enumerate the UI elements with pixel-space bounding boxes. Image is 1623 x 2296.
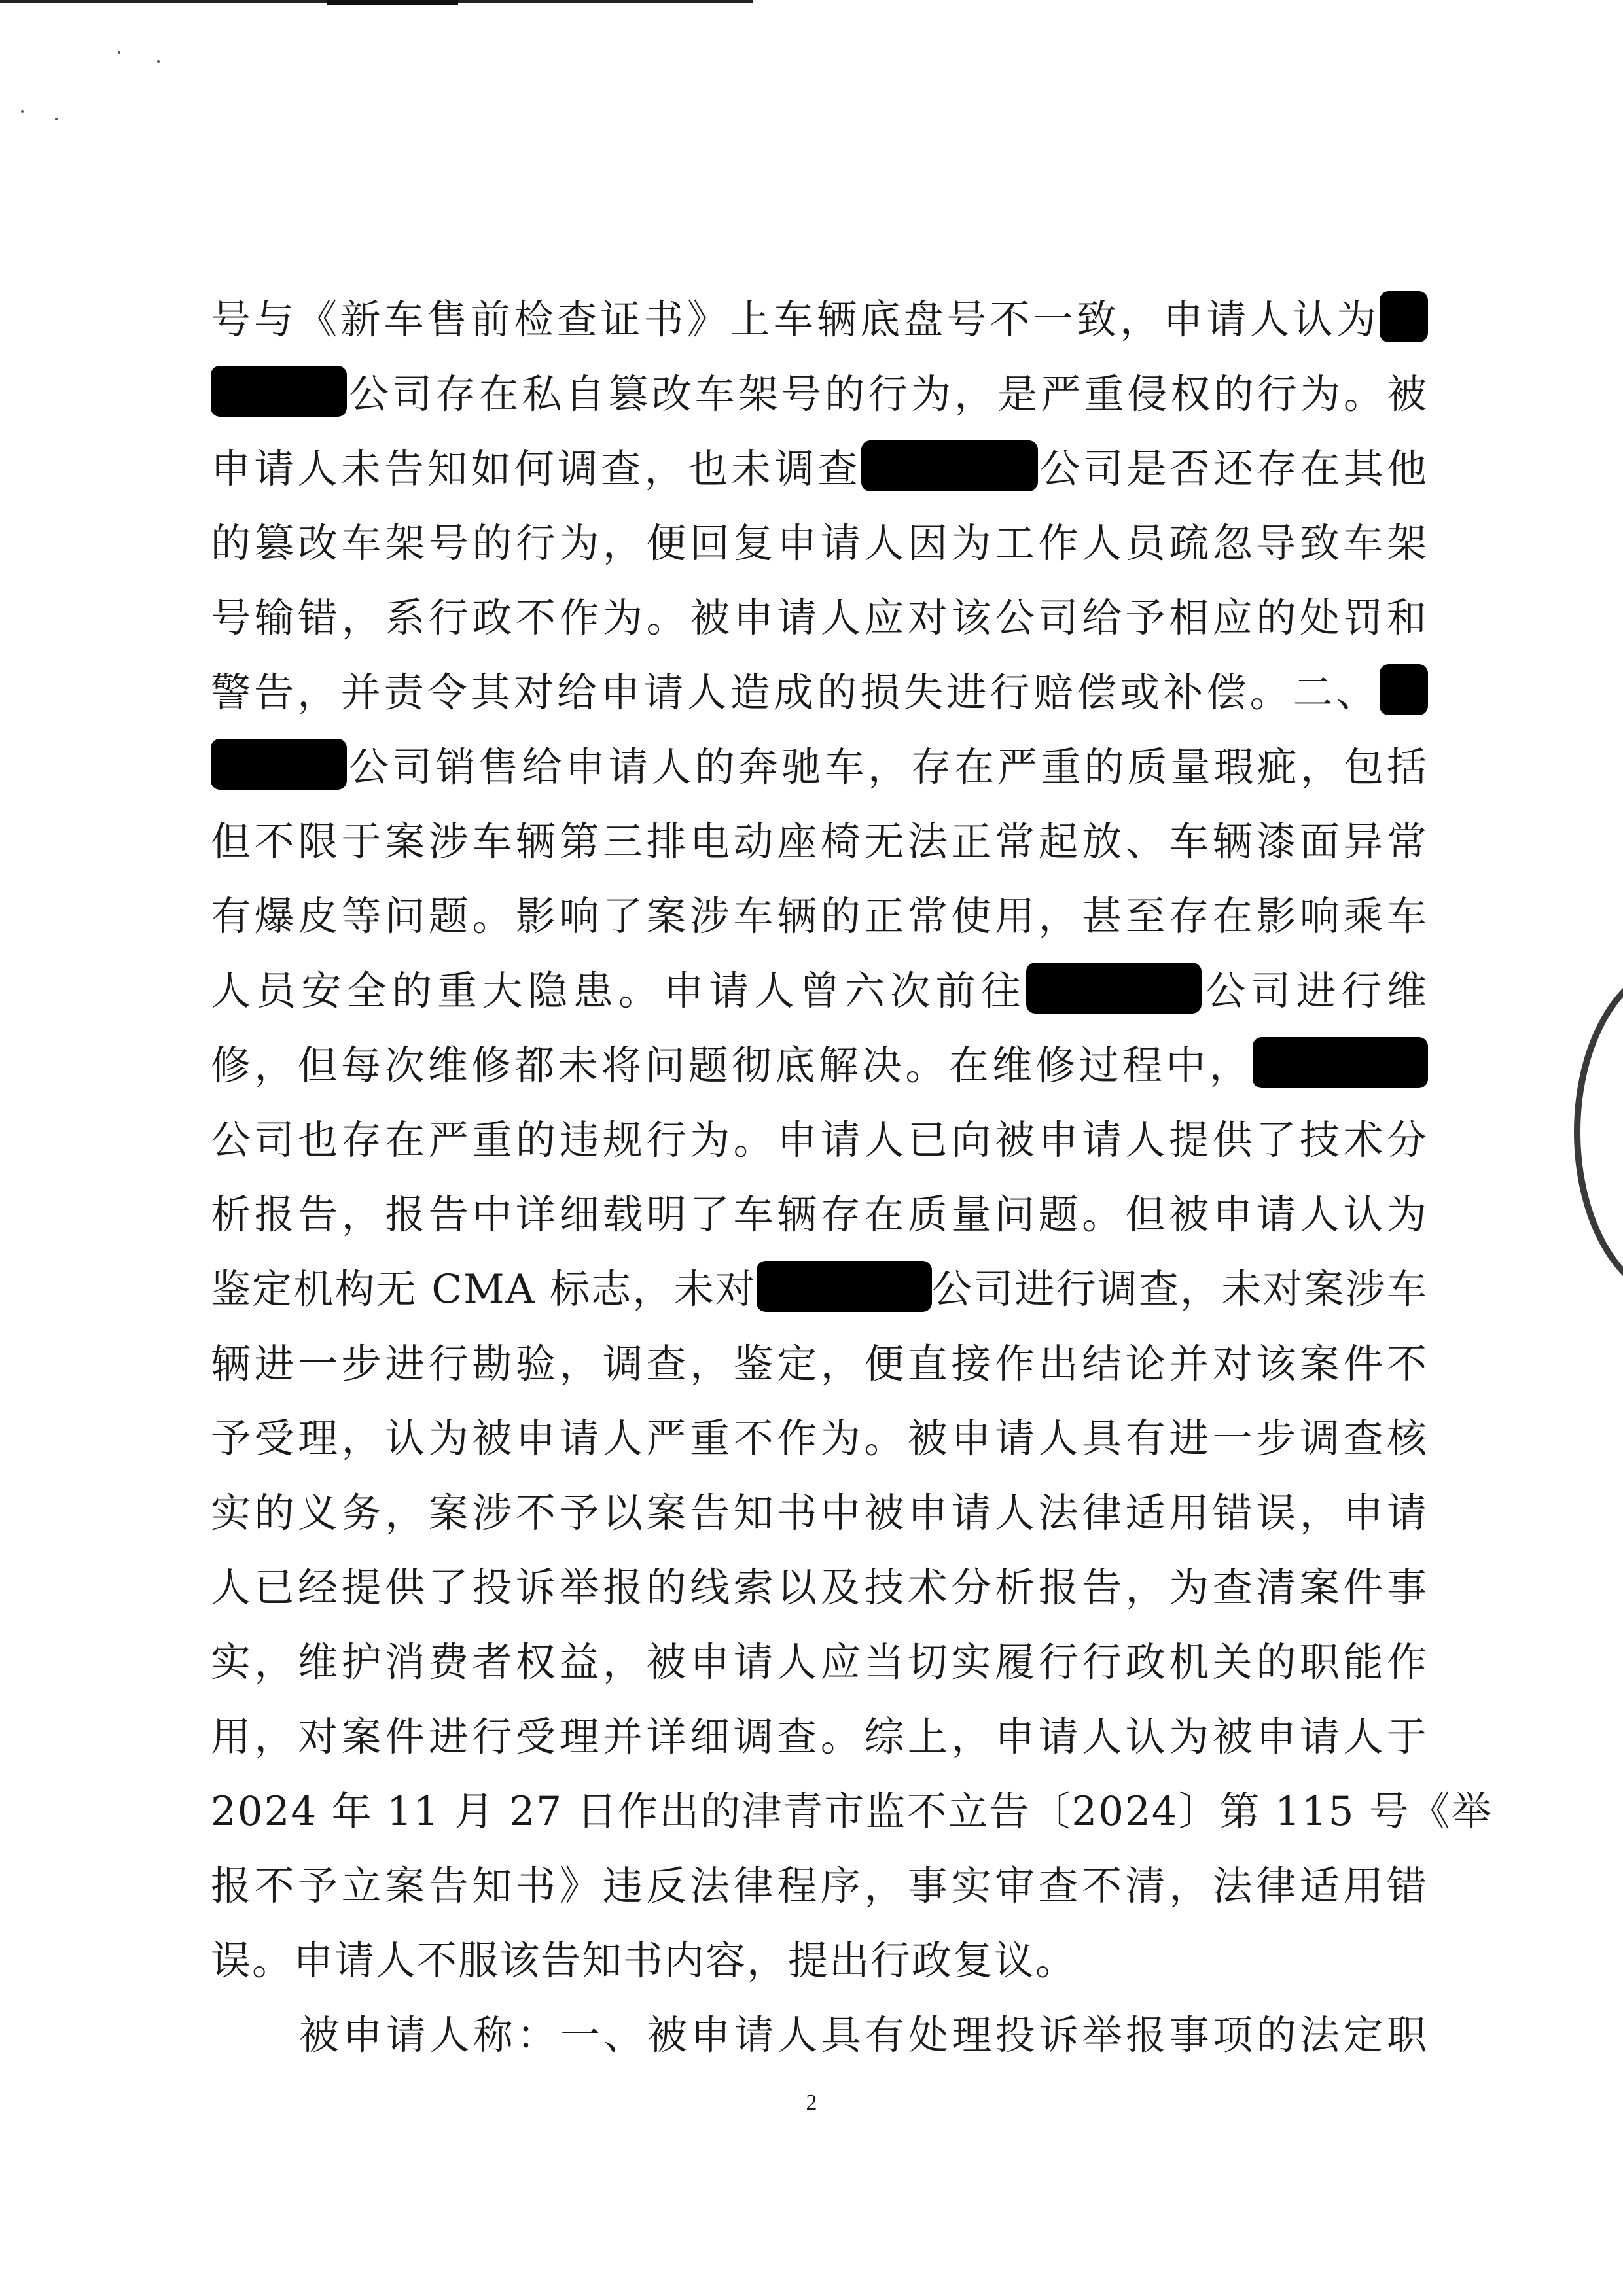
text-line	[211, 1775, 1493, 1849]
document-body	[211, 283, 1493, 2073]
text-line	[211, 1402, 1428, 1476]
redaction-block	[1253, 1037, 1428, 1088]
redaction-block	[1026, 963, 1202, 1014]
redaction-block	[861, 440, 1038, 491]
line-text: 号输错，系行政不作为。被申请人应对该公司给予相应的处罚和	[211, 595, 1428, 641]
text-line	[211, 1924, 1428, 1998]
text-line	[211, 1029, 1428, 1103]
redaction-block	[757, 1261, 932, 1312]
scan-speck	[55, 118, 58, 120]
text-line	[211, 581, 1428, 656]
text-line	[211, 1700, 1428, 1775]
text-line	[211, 1998, 1428, 2073]
text-line	[211, 1178, 1428, 1252]
scan-speck	[21, 110, 24, 113]
redaction-block	[211, 366, 347, 417]
line-text: 公司也存在严重的违规行为。申请人已向被申请人提供了技术分	[211, 1117, 1428, 1163]
text-line	[211, 954, 1428, 1029]
line-text: 公司进行维	[1201, 968, 1428, 1014]
line-text: 警告，并责令其对给申请人造成的损失进行赔偿或补偿。二、	[211, 669, 1380, 716]
line-text: 的篡改车架号的行为，便回复申请人因为工作人员疏忽导致车架	[211, 520, 1428, 567]
text-line	[211, 1551, 1428, 1625]
line-text: 2024 年 11 月 27 日作出的津青市监不立告〔2024〕第 115 号《举	[211, 1788, 1493, 1835]
top-edge-mark	[327, 0, 458, 5]
line-text: 号与《新车售前检查证书》上车辆底盘号不一致，申请人认为	[211, 296, 1380, 343]
line-text: 公司存在私自篡改车架号的行为，是严重侵权的行为。被	[347, 371, 1428, 417]
line-text: 公司销售给申请人的奔驰车，存在严重的质量瑕疵，包括	[347, 744, 1428, 790]
text-line	[211, 730, 1428, 805]
line-text: 人已经提供了投诉举报的线索以及技术分析报告，为查清案件事	[211, 1564, 1428, 1611]
text-line	[211, 1252, 1428, 1327]
text-line	[211, 1625, 1428, 1700]
text-line	[211, 432, 1428, 506]
line-text: 人员安全的重大隐患。申请人曾六次前往	[211, 968, 1026, 1014]
scan-speck	[157, 60, 160, 63]
scan-speck	[118, 51, 120, 54]
line-text: 予受理，认为被申请人严重不作为。被申请人具有进一步调查核	[211, 1415, 1428, 1462]
line-text: 辆进一步进行勘验，调查，鉴定，便直接作出结论并对该案件不	[211, 1341, 1428, 1387]
line-text: 但不限于案涉车辆第三排电动座椅无法正常起放、车辆漆面异常	[211, 819, 1428, 865]
line-text: 公司是否还存在其他	[1037, 446, 1428, 492]
text-line	[211, 283, 1428, 357]
line-text: 修，但每次维修都未将问题彻底解决。在维修过程中，	[211, 1042, 1253, 1089]
line-text: 被申请人称：一、被申请人具有处理投诉举报事项的法定职	[299, 2012, 1428, 2058]
redaction-block	[1380, 291, 1428, 342]
official-seal-stamp	[1574, 962, 1623, 1302]
redaction-block	[1380, 664, 1428, 715]
text-line	[211, 656, 1428, 730]
line-text: 误。申请人不服该告知书内容，提出行政复议。	[211, 1937, 1077, 1984]
line-text: 有爆皮等问题。影响了案涉车辆的正常使用，甚至存在影响乘车	[211, 893, 1428, 940]
redaction-block	[211, 739, 347, 790]
text-line	[211, 879, 1428, 954]
line-text: 报不予立案告知书》违反法律程序，事实审查不清，法律适用错	[211, 1863, 1428, 1909]
text-line	[211, 1476, 1428, 1551]
text-line	[211, 1103, 1428, 1178]
line-text: 实，维护消费者权益，被申请人应当切实履行行政机关的职能作	[211, 1639, 1428, 1686]
line-text: 公司进行调查，未对案涉车	[931, 1266, 1428, 1313]
line-text: 实的义务，案涉不予以案告知书中被申请人法律适用错误，申请	[211, 1490, 1428, 1536]
text-line	[211, 506, 1428, 581]
page-number: 2	[806, 2091, 817, 2115]
line-text: 析报告，报告中详细载明了车辆存在质量问题。但被申请人认为	[211, 1192, 1428, 1238]
text-line	[211, 357, 1428, 432]
text-line	[211, 1327, 1428, 1402]
line-text: 用，对案件进行受理并详细调查。综上，申请人认为被申请人于	[211, 1714, 1428, 1760]
text-line	[211, 1849, 1428, 1924]
line-text: 鉴定机构无 CMA 标志，未对	[211, 1266, 757, 1313]
text-line	[211, 805, 1428, 879]
line-text: 申请人未告知如何调查，也未调查	[211, 446, 861, 492]
